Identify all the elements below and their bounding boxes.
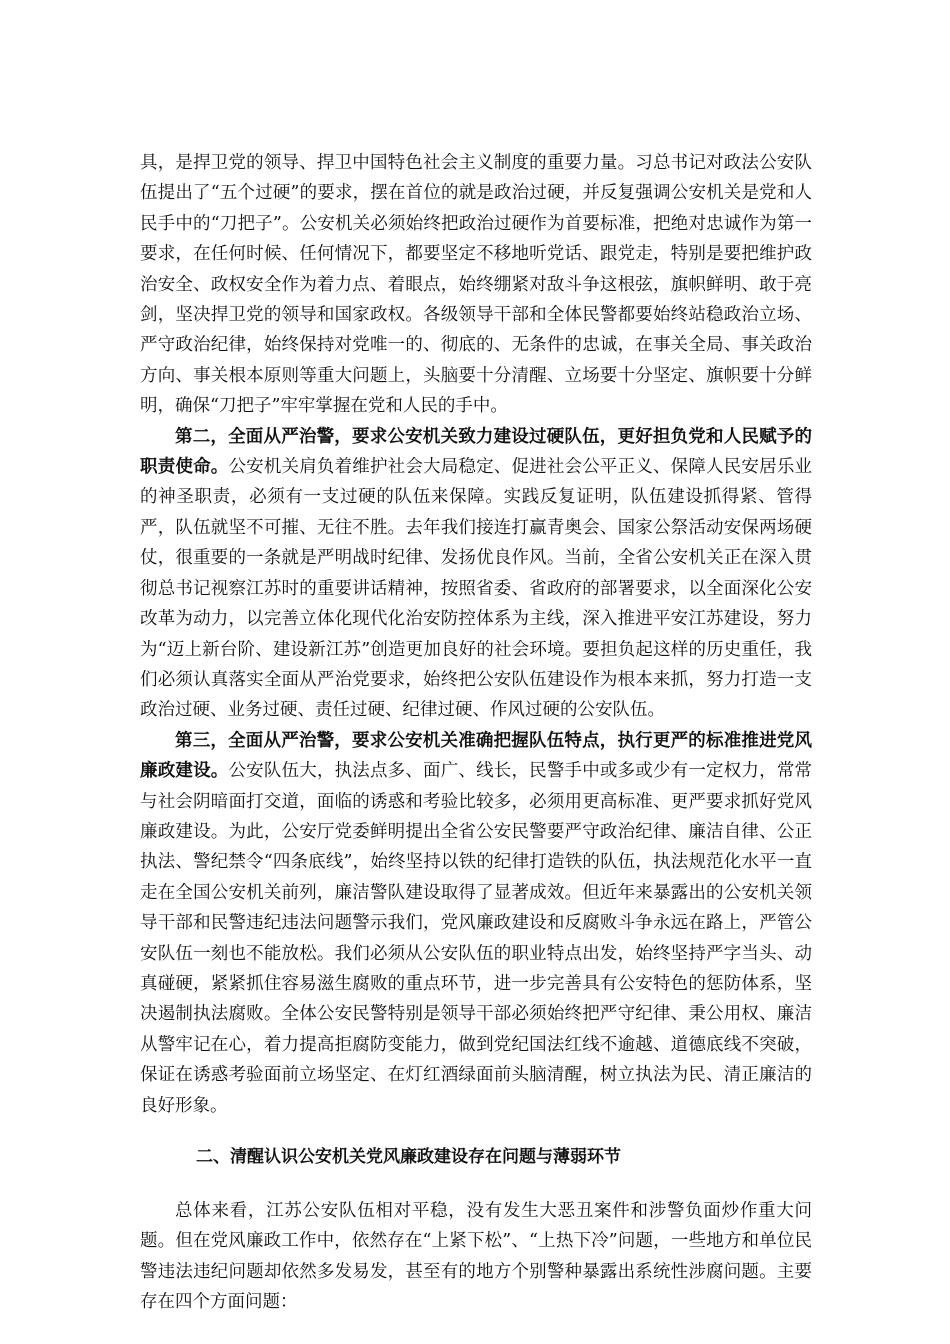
paragraph-text: 公安队伍大，执法点多、面广、线长，民警手中或多或少有一定权力，常常与社会阴暗面打交道，面临的诱惑和考验比较多，必须用更高标准、更严要求抓好党风廉政建设。为此，公安厅党委鲜明提出全省公安民警要严守政治纪律、廉洁自律、公正执法、警纪禁令“四条底线”，始终坚持以铁的纪律打造铁的队伍，执法规范化水平一直走在全国公安机关前列，廉洁警队建设取得了显著成效。但近年来暴露出的公安机关领导干部和民警违纪违法问题警示我们，党风廉政建设和反腐败斗争永远在路上，严管公安队伍一刻也不能放松。我们必须从公安队伍的职业特点出发，始终坚持严字当头、动真碰硬，紧紧抓住容易滋生腐败的重点环节，进一步完善具有公安特色的惩防体系，坚决遏制执法腐败。全体公安民警特别是领导干部必须始终把严守纪律、秉公用权、廉洁从警牢记在心，着力提高拒腐防变能力，做到党纪国法红线不逾越、道德底线不突破，保证在诱惑考验面前立场坚定、在灯红酒绿面前头脑清醒，树立执法为民、清正廉洁的良好形象。 [140,761,813,1116]
body-paragraph-continued [140,148,812,422]
section-heading: 二、清醒认识公安机关党风廉政建设存在问题与薄弱环节 [196,1147,621,1167]
paragraph-text: 总体来看，江苏公安队伍相对平稳，没有发生大恶丑案件和涉警负面炒作重大问题。但在党风廉政工作中，依然存在“上紧下松”、“上热下冷”问题，一些地方和单位民警违法违纪问题却依然多发易发，甚至有的地方个别警种暴露出系统性涉腐问题。主要存在四个方面问题： [140,1201,812,1313]
document-page [140,148,812,1318]
body-paragraph-summary [140,1196,812,1318]
body-paragraph-third [140,726,812,1121]
paragraph-lead: 第二，全面从严治警，要求公安机关致力建设过硬队伍，更好担负党和人民赋予的职责使命。 [140,426,812,478]
paragraph-text: 公安机关肩负着维护社会大局稳定、促进社会公平正义、保障人民安居乐业的神圣职责，必须有一支过硬的队伍来保障。实践反复证明，队伍建设抓得紧、管得严，队伍就坚不可摧、无往不胜。去年我们接连打赢青奥会、国家公祭活动安保两场硬仗，很重要的一条就是严明战时纪律、发扬优良作风。当前，全省公安机关正在深入贯彻总书记视察江苏时的重要讲话精神，按照省委、省政府的部署要求，以全面深化公安改革为动力，以完善立体化现代化治安防控体系为主线，深入推进平安江苏建设，努力为“迈上新台阶、建设新江苏”创造更加良好的社会环境。要担负起这样的历史重任，我们必须认真落实全面从严治党要求，始终把公安队伍建设作为根本来抓，努力打造一支政治过硬、业务过硬、责任过硬、纪律过硬、作风过硬的公安队伍。 [140,457,813,721]
paragraph-lead: 第三，全面从严治警，要求公安机关准确把握队伍特点，执行更严的标准推进党风廉政建设。 [140,730,812,782]
paragraph-text: 具，是捍卫党的领导、捍卫中国特色社会主义制度的重要力量。习总书记对政法公安队伍提出了“五个过硬”的要求，摆在首位的就是政治过硬，并反复强调公安机关是党和人民手中的“刀把子”。公安机关必须始终把政治过硬作为首要标准，把绝对忠诚作为第一要求，在任何时候、任何情况下，都要坚定不移地听党话、跟党走，特别是要把维护政治安全、政权安全作为着力点、着眼点，始终绷紧对敌斗争这根弦，旗帜鲜明、敢于亮剑，坚决捍卫党的领导和国家政权。各级领导干部和全体民警都要始终站稳政治立场、严守政治纪律，始终保持对党唯一的、彻底的、无条件的忠诚，在事关全局、事关政治方向、事关根本原则等重大问题上，头脑要十分清醒、立场要十分坚定、旗帜要十分鲜明，确保“刀把子”牢牢掌握在党和人民的手中。 [140,153,812,417]
body-paragraph-second [140,422,812,726]
